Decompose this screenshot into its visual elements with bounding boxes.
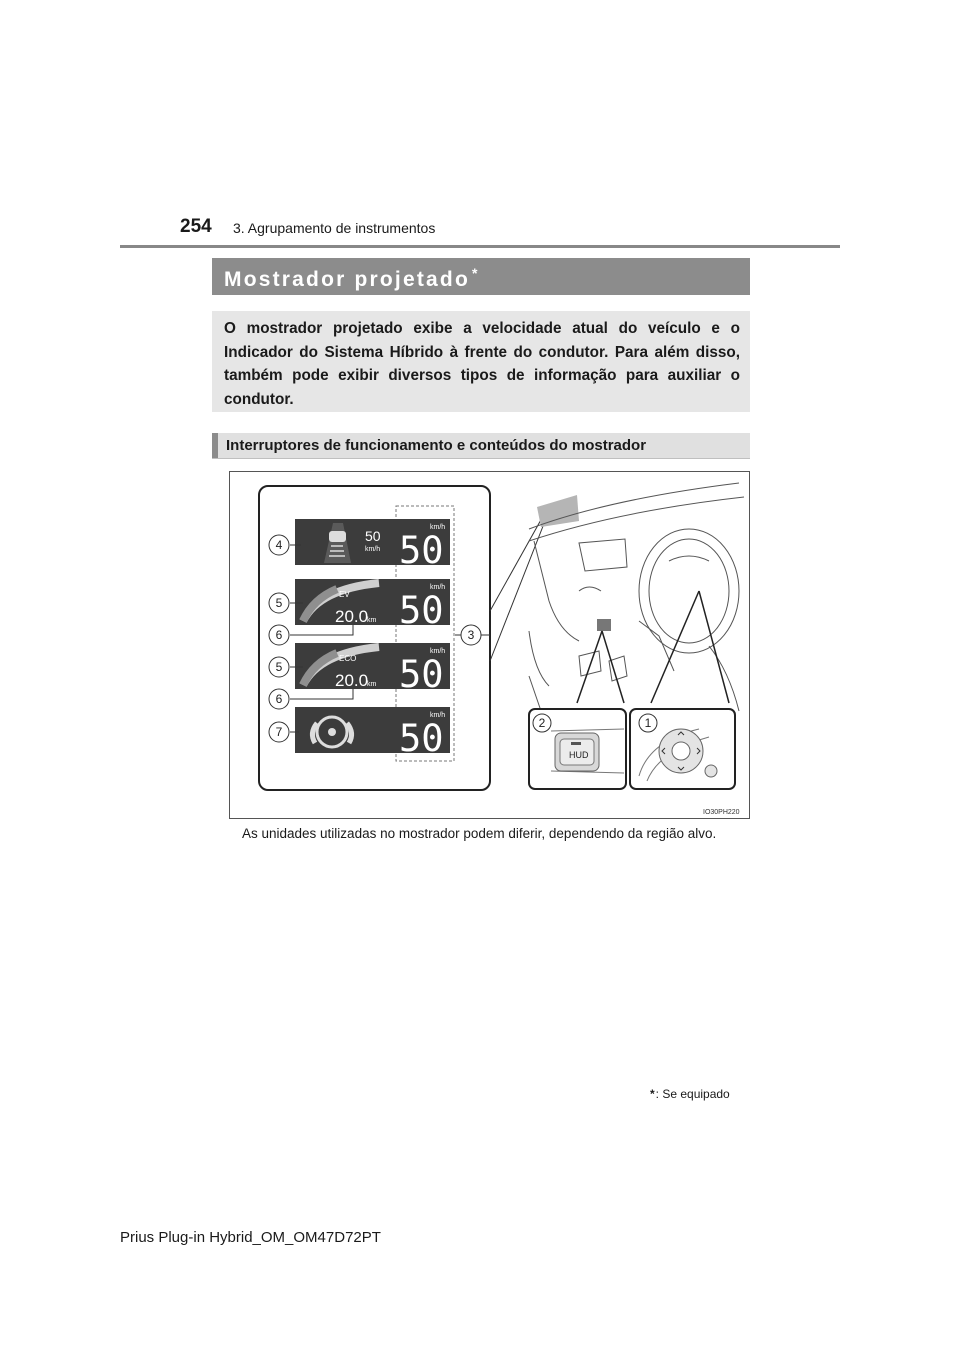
speed-unit-3: km/h	[430, 648, 446, 655]
set-speed-unit: km/h	[365, 546, 381, 553]
section-heading: Interruptores de funcionamento e conteúdos do mostrador	[226, 437, 647, 454]
page-title	[224, 265, 480, 292]
chapter-heading: 3. Agrupamento de instrumentos	[233, 220, 436, 236]
ev-range-value: 20.0	[335, 607, 369, 626]
speed-unit-2: km/h	[430, 584, 446, 591]
hud-illustration	[229, 471, 750, 819]
speed-unit-4: km/h	[430, 712, 446, 719]
footnote-marker: *	[650, 1087, 655, 1101]
ev-range-unit: km	[367, 617, 377, 624]
callout-5a: 5	[275, 596, 283, 610]
footnote-text: : Se equipado	[655, 1087, 730, 1101]
hud-screen-assist	[295, 519, 450, 572]
equipped-marker: *	[471, 265, 480, 281]
callout-6a: 6	[275, 628, 283, 642]
figure-caption: As unidades utilizadas no mostrador podem diferir, dependendo da região alvo.	[242, 826, 717, 841]
ev-label: EV	[339, 590, 350, 599]
callout-1: 1	[644, 716, 652, 730]
back-icon	[705, 765, 717, 777]
eco-range-value: 20.0	[335, 671, 369, 690]
figure-code: IO30PH220	[703, 809, 740, 816]
header-rule	[120, 245, 840, 248]
set-speed-value: 50	[365, 528, 381, 544]
section-bar	[212, 433, 750, 459]
hud-button-label: HUD	[569, 750, 589, 760]
page-title-text: Mostrador projetado	[224, 268, 470, 291]
hud-screen-hands	[295, 707, 450, 760]
callout-2: 2	[538, 716, 546, 730]
title-bar	[212, 258, 750, 295]
intro-box	[212, 311, 750, 412]
callout-7: 7	[275, 725, 283, 739]
page-number: 254	[180, 216, 212, 237]
speed-value-1: 50	[399, 529, 444, 572]
callout-6b: 6	[275, 692, 283, 706]
document-footer: Prius Plug-in Hybrid_OM_OM47D72PT	[120, 1229, 381, 1246]
hud-screen-eco	[295, 643, 450, 696]
speed-value-3: 50	[399, 653, 444, 696]
callout-3: 3	[467, 628, 475, 642]
callout-4: 4	[275, 538, 283, 552]
footnote	[650, 1087, 730, 1101]
eco-label: ECO	[339, 654, 357, 663]
intro-text: O mostrador projetado exibe a velocidade atual do veículo e o Indicador do Sistema Híbrido à frente do condutor. Para além disso, também pode exibir diversos tipos de informação para auxiliar o condutor.	[224, 320, 740, 408]
eco-range-unit: km	[367, 681, 377, 688]
section-accent	[212, 433, 218, 458]
speed-value-4: 50	[399, 717, 444, 760]
speed-unit-1: km/h	[430, 524, 446, 531]
speed-value-2: 50	[399, 589, 444, 632]
hud-screen-ev	[295, 579, 450, 632]
callout-5b: 5	[275, 660, 283, 674]
